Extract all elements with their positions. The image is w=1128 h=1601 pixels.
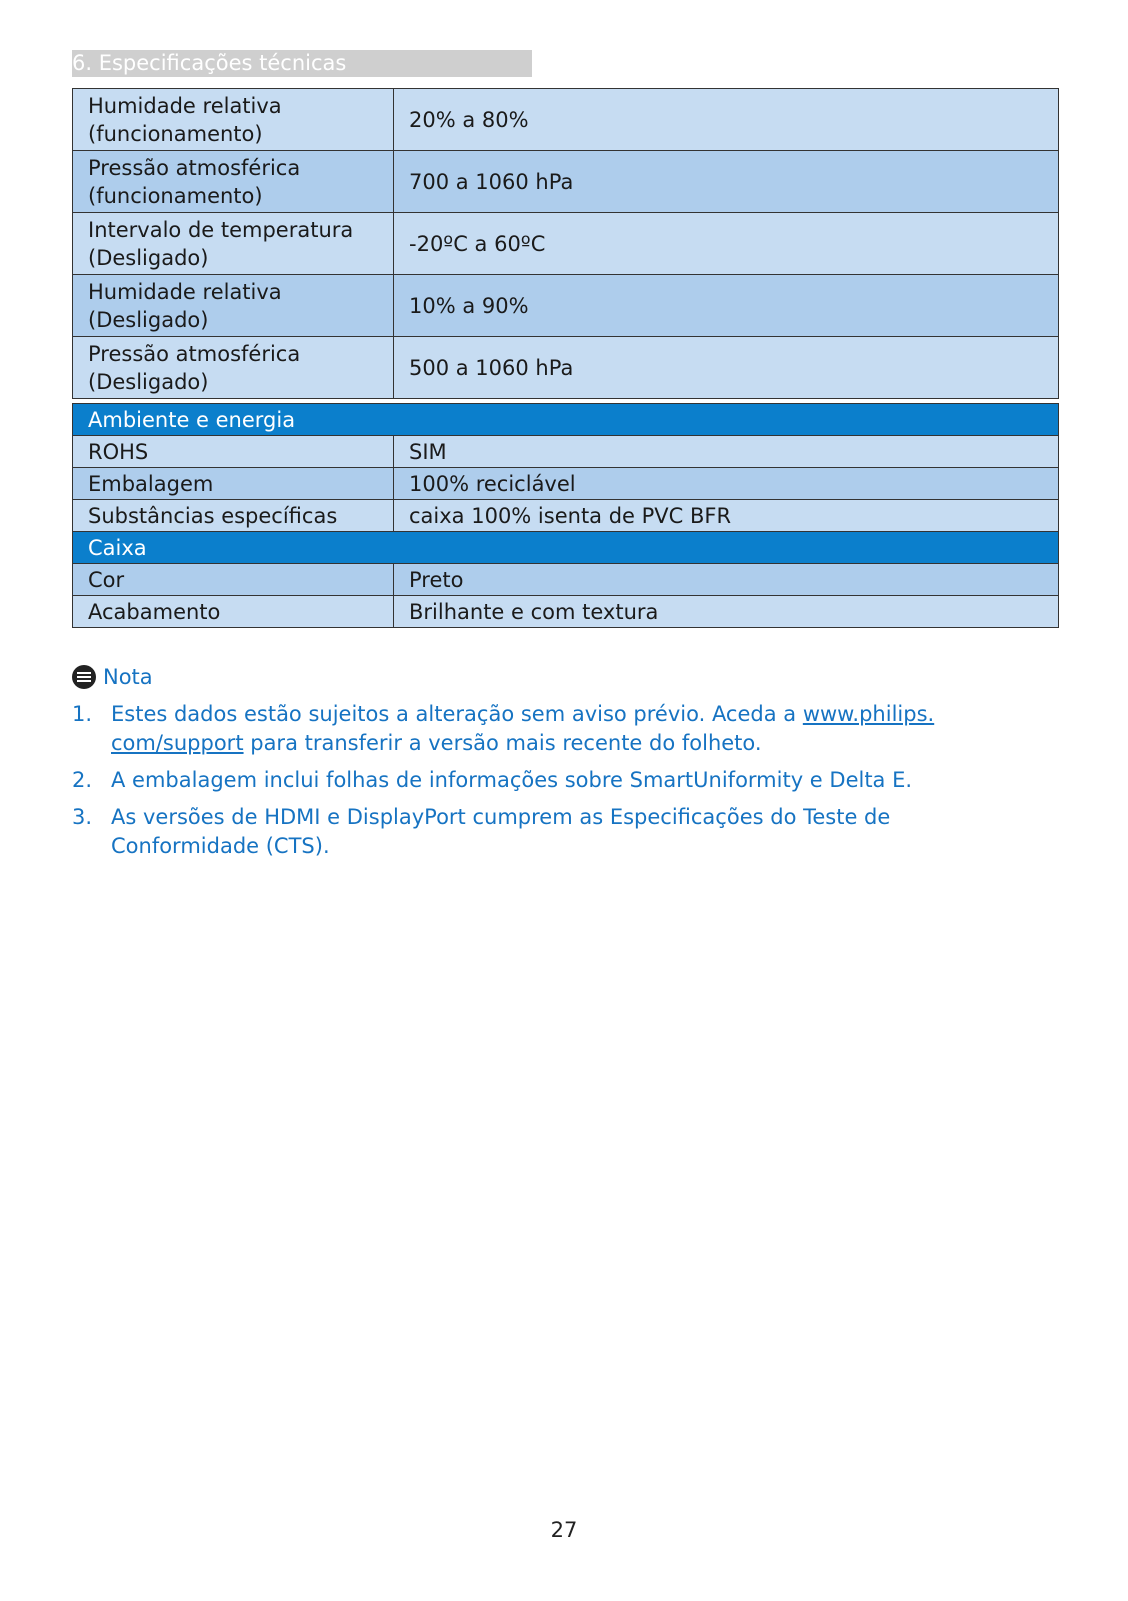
spec-value: -20ºC a 60ºC — [394, 213, 1059, 275]
spec-label: Humidade relativa (Desligado) — [73, 275, 394, 337]
section-header — [72, 50, 532, 77]
spec-value: 20% a 80% — [394, 89, 1059, 151]
table-row — [73, 275, 1059, 337]
table-row — [73, 468, 1059, 500]
spec-label: Intervalo de temperatura (Desligado) — [73, 213, 394, 275]
spec-value: 10% a 90% — [394, 275, 1059, 337]
spec-label: Embalagem — [73, 468, 394, 500]
spec-value: SIM — [394, 436, 1059, 468]
spec-label: Substâncias específicas — [73, 500, 394, 532]
note-icon — [72, 665, 96, 689]
list-item — [72, 700, 1032, 758]
list-item — [72, 766, 1032, 795]
table-row — [73, 564, 1059, 596]
spec-value: Brilhante e com textura — [394, 596, 1059, 628]
table-row — [73, 151, 1059, 213]
table-row — [73, 596, 1059, 628]
table-row — [73, 337, 1059, 399]
table-row — [73, 436, 1059, 468]
table-row — [73, 213, 1059, 275]
section-title: 6. Especificações técnicas — [72, 51, 347, 75]
environment-spec-table — [72, 88, 1059, 399]
spec-value: caixa 100% isenta de PVC BFR — [394, 500, 1059, 532]
list-number: 1. — [72, 702, 93, 726]
list-number: 3. — [72, 805, 93, 829]
spec-label: Pressão atmosférica (funcionamento) — [73, 151, 394, 213]
page-number: 27 — [550, 1518, 578, 1542]
spec-label: Pressão atmosférica (Desligado) — [73, 337, 394, 399]
spec-label: ROHS — [73, 436, 394, 468]
note-heading — [72, 662, 153, 692]
spec-label: Acabamento — [73, 596, 394, 628]
table-row — [73, 500, 1059, 532]
note-list — [72, 700, 1032, 869]
section-row-case — [73, 532, 1059, 564]
spec-label: Humidade relativa (funcionamento) — [73, 89, 394, 151]
section-row-energy — [73, 404, 1059, 436]
spec-label: Cor — [73, 564, 394, 596]
support-link[interactable]: com/support — [111, 731, 244, 755]
note-text: As versões de HDMI e DisplayPort cumprem as Especificações do Teste de Conformidade (CTS). — [111, 805, 891, 858]
note-title: Nota — [103, 665, 153, 689]
list-number: 2. — [72, 768, 93, 792]
support-link[interactable]: www.philips. — [802, 702, 935, 726]
list-item — [72, 803, 1032, 861]
spec-value: 500 a 1060 hPa — [394, 337, 1059, 399]
spec-value: Preto — [394, 564, 1059, 596]
spec-value: 100% reciclável — [394, 468, 1059, 500]
table-row — [73, 89, 1059, 151]
section-heading: Caixa — [73, 532, 1059, 564]
energy-case-spec-table — [72, 403, 1059, 628]
note-text: para transferir a versão mais recente do folheto. — [243, 731, 762, 755]
section-heading: Ambiente e energia — [73, 404, 1059, 436]
spec-value: 700 a 1060 hPa — [394, 151, 1059, 213]
note-text: Estes dados estão sujeitos a alteração sem aviso prévio. Aceda a — [111, 702, 803, 726]
note-text: A embalagem inclui folhas de informações sobre SmartUniformity e Delta E. — [111, 768, 913, 792]
